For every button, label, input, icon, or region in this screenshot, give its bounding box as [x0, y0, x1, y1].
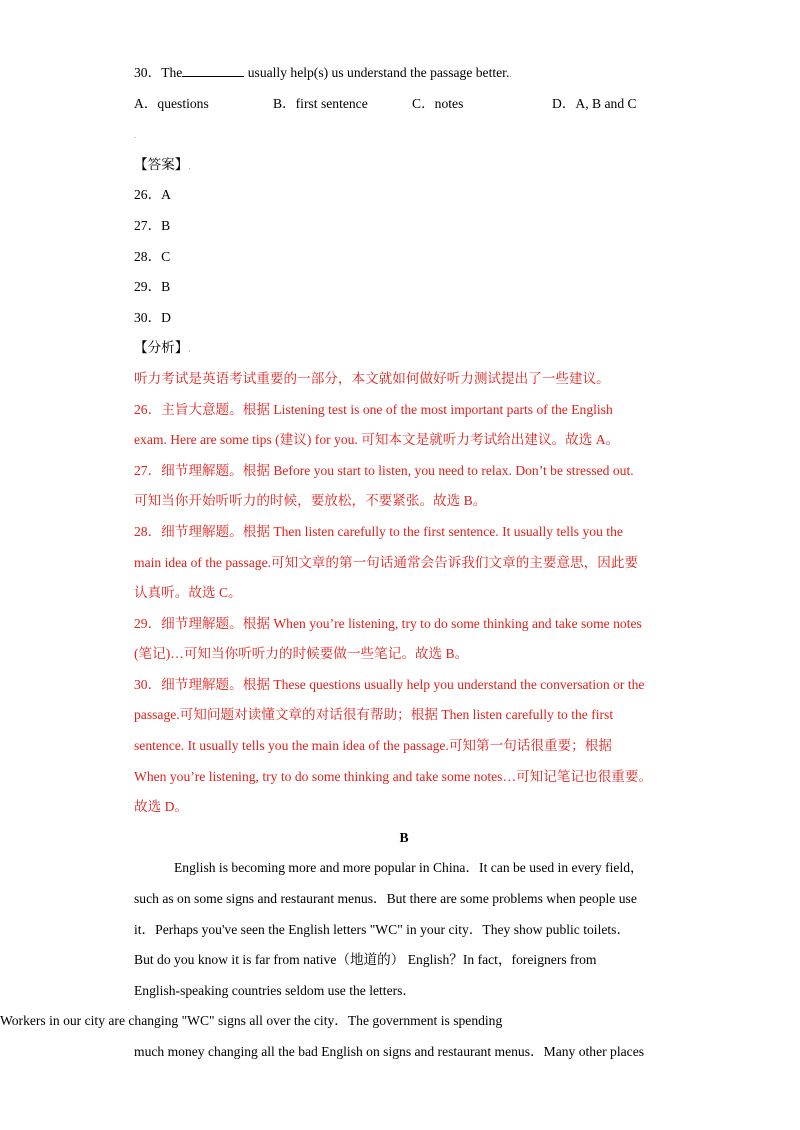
analysis-line: 可知当你开始听听力的时候，要放松，不要紧张。故选 B。 [134, 493, 487, 509]
option-b: B．first sentence [273, 95, 368, 111]
passage-line: English is becoming more and more popular in China．It can be used in every field， [174, 860, 644, 876]
answer-item: 28．C [134, 248, 171, 264]
analysis-line: 30．细节理解题。根据 These questions usually help you understand the conversation or the [134, 676, 645, 692]
analysis-line: 28．细节理解题。根据 Then listen carefully to the first sentence. It usually tells you the [134, 523, 623, 539]
answer-item: 26．A [134, 187, 172, 203]
analysis-line: 故选 D。 [134, 799, 188, 815]
question-number: 30． [134, 65, 162, 80]
passage-line: such as on some signs and restaurant menus．But there are some problems when people use [134, 891, 637, 907]
passage-line: But do you know it is far from native（地道的） English？In fact，foreigners from [134, 952, 597, 968]
passage-line: much money changing all the bad English on signs and restaurant menus．Many other places [134, 1044, 645, 1059]
answer-header: 【答案】. [134, 156, 191, 172]
analysis-header: 【分析】. [134, 340, 191, 356]
answer-item: 27．B [134, 217, 171, 233]
answer-blank [182, 64, 244, 77]
document-page [0, 58, 674, 1068]
question-text-before-blank: The [161, 65, 183, 80]
passage-line: Workers in our city are changing "WC" signs all over the city．The government is spending [0, 1013, 503, 1029]
option-c: C．notes [412, 95, 464, 111]
answer-item: 29．B [134, 279, 171, 295]
paragraph-mark-line: . [134, 130, 137, 141]
analysis-line: passage.可知问题对读懂文章的对话很有帮助；根据 Then listen carefully to the first [134, 707, 614, 723]
analysis-line: 27．细节理解题。根据 Before you start to listen, you need to relax. Don’t be stressed out. [134, 462, 634, 478]
passage-line: English-speaking countries seldom use the letters． [134, 982, 417, 998]
analysis-line: main idea of the passage.可知文章的第一句话通常会告诉我们文章的主要意思，因此要 [134, 554, 639, 570]
answer-item: 30．D [134, 309, 172, 325]
analysis-line: exam. Here are some tips (建议) for you. 可知本文是就听力考试给出建议。故选 A。 [134, 432, 620, 448]
option-d: D．A, B and C [552, 95, 637, 111]
option-a: A．questions [134, 95, 209, 111]
question-30-stem: 30．The usually help(s) us understand the passage better.. [134, 65, 512, 80]
question-text-after-blank: usually help(s) us understand the passage better. [244, 65, 510, 80]
section-title: B [399, 829, 409, 845]
analysis-line: (笔记)…可知当你听听力的时候要做一些笔记。故选 B。 [134, 646, 469, 662]
passage-line: it．Perhaps you've seen the English letters "WC" in your city．They show public toilets． [134, 921, 631, 937]
analysis-line: 认真听。故选 C。 [134, 585, 242, 601]
analysis-line: 29．细节理解题。根据 When you’re listening, try to do some thinking and take some notes [134, 615, 642, 631]
analysis-line: When you’re listening, try to do some thinking and take some notes…可知记笔记也很重要。 [134, 768, 653, 784]
analysis-line: sentence. It usually tells you the main idea of the passage.可知第一句话很重要；根据 [134, 738, 612, 754]
analysis-line: 26．主旨大意题。根据 Listening test is one of the most important parts of the English [134, 401, 613, 417]
analysis-line: 听力考试是英语考试重要的一部分，本文就如何做好听力测试提出了一些建议。 [134, 370, 610, 386]
question-30-options [134, 89, 674, 120]
